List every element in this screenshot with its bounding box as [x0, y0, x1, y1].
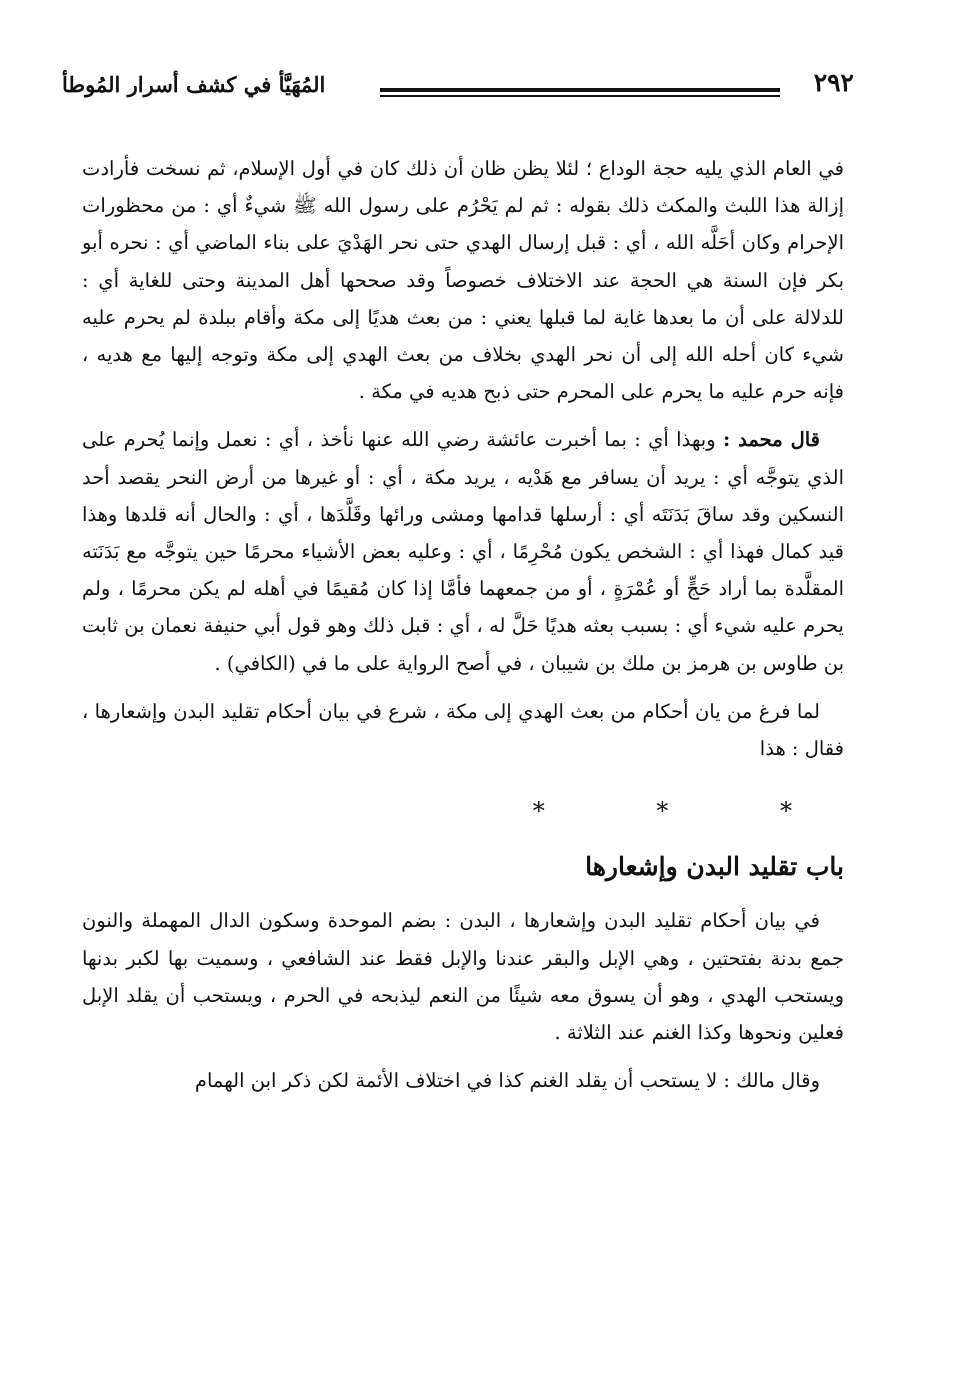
- paragraph-3: لما فرغ من يان أحكام من بعث الهدي إلى مكة ، شرع في بيان أحكام تقليد البدن وإشعارها ، فقال : هذا: [82, 699, 844, 761]
- page-number: ٢٩٢: [813, 68, 854, 97]
- section-ornaments: * * *: [532, 797, 844, 826]
- paragraph-2: [82, 421, 844, 681]
- paragraph-1: في العام الذي يليه حجة الوداع ؛ لئلا يظن ظان أن ذلك كان في أول الإسلام، ثم نسخت فأرادت إزالة هذا اللبث والمكث ذلك بقوله : ثم لم يَحْرُم على رسول الله ﷺ شيءٌ أي : من محظورات الإحرام وكان أحَلَّه الله ، أي : قبل إرسال الهدي حتى نحر الهَدْيَ على بناء الماضي أي : نحره أبو بكر فإن السنة هي الحجة عند الاختلاف خصوصاً وقد صححها أهل المدينة وحتى للغاية أي : للدلالة على أن ما بعدها غاية لما قبلها يعني : من بعث هديًا إلى مكة وأقام ببلدة لم يحرم عليه شيء كان أحله الله إلى أن نحر الهدي بخلاف من بعث الهدي إلى مكة وتوجه إليها مع هديه ، فإنه حرم عليه ما يحرم على المحرم حتى ذبح هديه في مكة .: [82, 157, 844, 404]
- running-book-title: المُهَيَّأ في كشف أسرار المُوطأ: [62, 72, 326, 97]
- header-rule: [380, 88, 780, 97]
- paragraph-2-text: وبهذا أي : بما أخبرت عائشة رضي الله عنها نأخذ ، أي : نعمل وإنما يُحرم على الذي يتوجَّه أي : يريد أن يسافر مع هَدْيه ، يريد مكة ، أي : أو غيرها من أرض النحر يقصد أحد النسكين وقد ساقَ بَدَنَتَه أي : أرسلها قدامها ومشى ورائها وقَلَّدَها ، أي : والحال أنه قلدها وهذا قيد كمال فهذا أي : الشخص يكون مُحْرِمًا ، أي : وعليه بعض الأشياء محرمًا حين يتوجَّه مع بَدَنَته المقلَّدة بما أراد حَجٍّ أو عُمْرَةٍ ، أو من جمعهما فأمَّا إذا كان مُقيمًا في أهله لم يكن محرمًا ، ولم يحرم عليه شيء أي : بسبب بعثه هديًا حَلَّ له ، أي : قبل ذلك وهو قول أبي حنيفة نعمان بن ثابت بن طاوس بن هرمز بن ملك بن شيبان ، في أصح الرواية على ما في (الكافي) .: [82, 428, 844, 675]
- paragraph-2-lead: قال محمد :: [723, 428, 821, 452]
- paragraph-5: وقال مالك : لا يستحب أن يقلد الغنم كذا في اختلاف الأئمة لكن ذكر ابن الهمام: [194, 1069, 820, 1093]
- chapter-title: باب تقليد البدن وإشعارها: [585, 852, 844, 882]
- page-body: [82, 150, 844, 1110]
- page-header: [62, 66, 854, 112]
- paragraph-4: في بيان أحكام تقليد البدن وإشعارها ، البدن : بضم الموحدة وسكون الدال المهملة والنون جمع بدنة بفتحتين ، وهي الإبل والبقر عندنا والإبل فقط عند الشافعي ، وسميت بها لكبر بدنها ويستحب الهدي ، وهو أن يسوق معه شيئًا من النعم ليذبحه في الحرم ، ويستحب أن يقلد الإبل فعلين ونحوها وكذا الغنم عند الثلاثة .: [82, 909, 844, 1045]
